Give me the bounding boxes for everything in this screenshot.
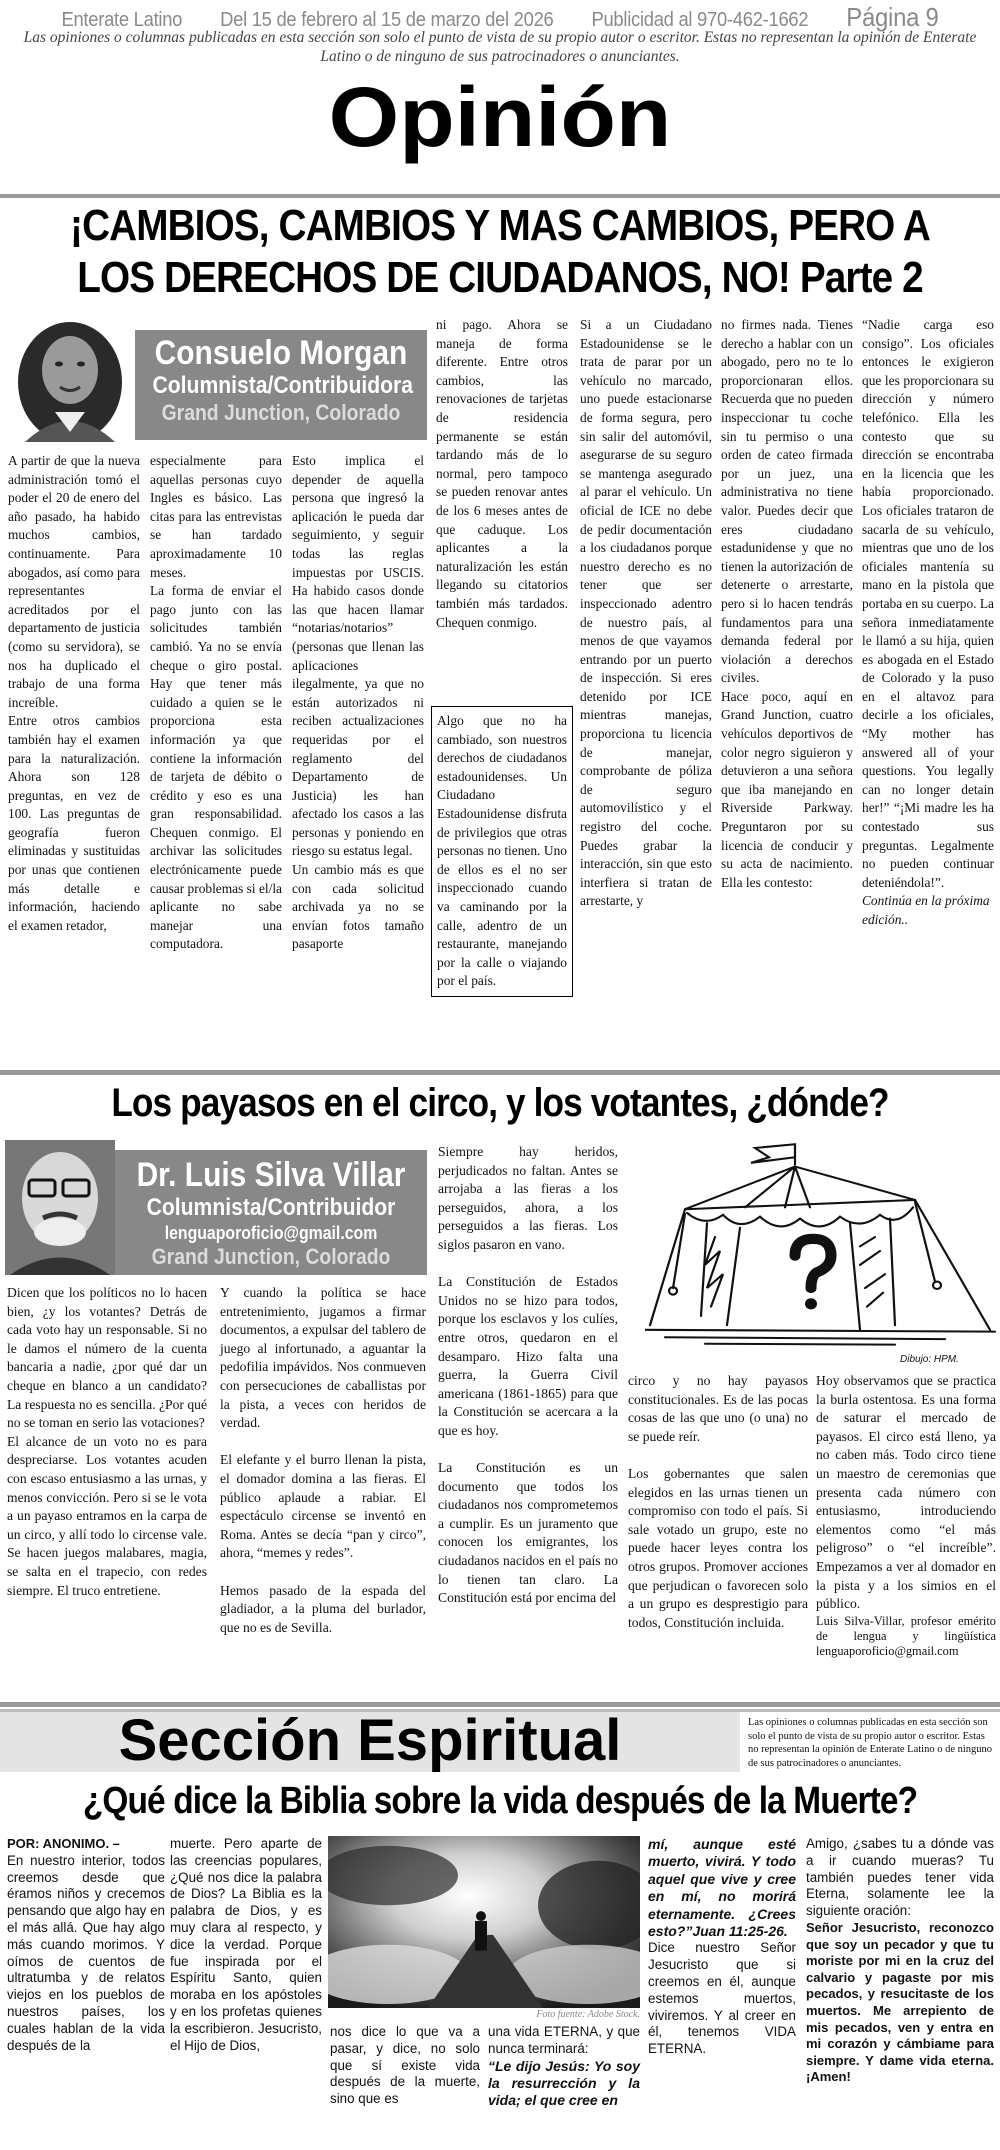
section-title-spiritual: Sección Espiritual (118, 1708, 622, 1773)
paragraph: no firmes nada. Tienes derecho a hablar con un abogado, pero no te lo proporcionaran ellos. Recuerda que no pueden inspeccionar tu coche sin tu permiso o una orden de cateo firmada por un juez, una administrativa no tiene valor. Puedes decir que eres ciudadano estadunidense y que no tienen la autorización de detenerte o arrestarte, pero si lo hacen tendrás fundamentos para una demanda federal por violación a derechos civiles. (721, 317, 853, 686)
article1-column-4 (436, 316, 568, 632)
bible-quote: “Le dijo Jesús: Yo soy la resurrección y la vida; el que cree en (488, 2057, 640, 2109)
spiritual-headline: ¿Qué dice la Biblia sobre la vida después de la Muerte? (82, 1780, 918, 1822)
author-photo-consuelo-icon (5, 312, 135, 442)
paragraph: Esto implica el depender de aquella persona que ingresó la aplicación le pueda dar seguimiento, y seguir todas las reglas impuestas por USCIS. Ha habido casos donde las que hacen llamar “notarias/notarios” (personas que llenan las aplicaciones ilegalmente, ya que no están autorizados ni reciben actualizaciones requeridas por el reglamento del Departamento de Justicia) les han afectado los casos a las personas y poniendo en riesgo su estatus legal. (292, 453, 424, 859)
section-divider (0, 194, 1000, 198)
section-divider (0, 1070, 1000, 1075)
paragraph: La forma de enviar el pago junto con las solicitudes también cambió. Ya no se envía cheque o giro postal. Hay que tener más cuidado a quien se le proporciona esta información ya que contiene la información de tarjeta de débito o crédito y eso es una gran responsabilidad. Chequen conmigo. El archivar las solicitudes electrónicamente puede causar problemas si el/la aplicante no sabe manejar una computadora. (150, 583, 282, 952)
paragraph: una vida ETERNA, y que nunca terminará: (488, 2024, 640, 2056)
paragraph: El elefante y el burro llenan la pista, el domador domina a las fieras. El público aplaude a rabiar. El espectáculo circense se inventó en Roma. Antes se decía “pan y circo”, ahora, “memes y redes”. (220, 1452, 426, 1561)
advertising-phone: Publicidad al 970-462-1662 (591, 9, 809, 31)
article1-column-3 (292, 452, 424, 954)
paragraph: El alcance de un voto no es para despreciarse. Los votantes acuden con escaso entusiasmo a las urnas, y menos convicción. Pero si se le vota a un payaso entramos en la carpa de un circo, y allí todo lo circense vale. Se hacen juegos malabares, magia, se salta en el trapecio, con redes siempre. El truco entretiene. (7, 1433, 207, 1598)
author-signature: Luis Silva-Villar, profesor emérito de lengua y lingüística lenguaporoficio@gmail.com (816, 1613, 996, 1658)
paragraph: “Nadie carga eso consigo”. Los oficiales entonces le exigieron que les proporcionara su dirección y número telefónico. Ella les contesto que su dirección se encontraba en la licencia que les había proporcionado. Los oficiales trataron de sacarla de su vehículo, mientras que uno de los oficiales mantenía su mano en la pistola que portaba en su cuerpo. La señora inmediatamente le llamó a su hija, quien es abogada en el Estado de Colorado y la puso en el altavoz para decirle a los oficiales, “My mother has answered all of your questions. You legally can no longer detain her!” “¡Mi madre les ha contestado sus preguntas. Legalmente no pueden continuar deteniéndola!”. (862, 317, 994, 890)
continued-note: Continúa en la próxima edición.. (862, 893, 990, 927)
paragraph: Y cuando la política se hace entretenimiento, jugamos a firmar documentos, a expulsar del tablero de juego al infortunado, a aguantar la pedofilia impávidos. Nos conmueven con persecuciones de caballistas por la pista, a veces con heridos de verdad. (220, 1285, 426, 1431)
author-box-consuelo (135, 330, 427, 440)
paragraph: Hemos pasado de la espada del gladiador, a la pluma del burlador, que no es de Sevilla. (220, 1582, 426, 1635)
article1-column-1 (8, 452, 140, 935)
article2-column-1 (7, 1284, 207, 1600)
paragraph: Dice nuestro Señor Jesucristo que si creemos en él, aunque estemos muertos, viviremos. Y al creer en él, tenemos VIDA ETERNA. (648, 1940, 796, 2057)
paragraph: Dicen que los políticos no lo hacen bien, ¿y los votantes? Detrás de cada voto hay un responsable. Si no le damos el número de la cuenta bancaria a nadie, ¿por qué dar un cheque en blanco a un candidato? La respuesta no es sencilla. ¿Por qué no se toman en serio las votaciones? (7, 1285, 207, 1431)
article1-headline-line1: ¡CAMBIOS, CAMBIOS Y MAS CAMBIOS, PERO A (70, 201, 930, 250)
photo-credit: Foto fuente: Adobe Stock. (536, 2009, 640, 2020)
article2-column-4 (628, 1372, 808, 1632)
bible-quote: mí, aunque esté muerto, vivirá. Y todo aquel que vive y cree en mí, no morirá eternamente. ¿Crees esto?”Juan 11:25-26. (648, 1836, 796, 1940)
drawing-credit: Dibujo: HPM. (900, 1354, 959, 1365)
article1-callout-box: Algo que no ha cambiado, son nuestros derechos de ciudadanos estadounidenses. Un Ciudadano Estadounidense disfruta de privilegios que otras personas no tienen. Uno de ellos es el no ser inspeccionado cuando va caminando por la calle, adentro de un restaurante, manejando por la calle o viajando por el país. (431, 706, 573, 997)
author-box-silva-villar (5, 1150, 427, 1275)
spiritual-column-5 (648, 1836, 796, 2058)
spiritual-column-6 (806, 1836, 994, 2086)
prayer: Señor Jesucristo, reconozco que soy un pecador y que tu moriste por mi en la cruz del calvario y pagaste por mis pecados, y resucitaste de los muertos. Me arrepiento de mis pecados, ven y entra en mi corazón y cámbiame para siempre. Y dame vida eterna. ¡Amen! (806, 1919, 994, 2085)
paragraph: La Constitución de Estados Unidos no se hizo para todos, porque los esclavos y los culíes, entre otros, quedaron en el desamparo. Hizo falta una guerra, la Guerra Civil americana (1861-1865) para que la Constitución se acercara a la que es hoy. (438, 1274, 618, 1438)
paragraph: Los gobernantes que salen elegidos en las urnas tienen un compromiso con todo el país. Si sale votado un grupo, este no puede hacer leyes contra los otros grupos. Promover acciones que perjudican o favorecen solo a un grupo es desprestigio para todos, Constitución incluida. (628, 1465, 808, 1630)
author-name: Consuelo Morgan (154, 334, 408, 372)
page-number: Página 9 (846, 2, 939, 32)
spiritual-column-4 (488, 2024, 640, 2110)
section-title-opinion: Opinión (328, 70, 672, 164)
byline: POR: ANONIMO. – (7, 1836, 120, 1851)
paragraph: Un cambio más es que con cada solicitud archivada ya no se envían fotos tamaño pasaporte (292, 862, 424, 952)
man-walking-clouds-photo-icon (328, 1836, 640, 2008)
paragraph: Siempre hay heridos, perjudicados no faltan. Antes se arrojaba a las fieras a los perseguidos, ahora, a los perseguidos a las fieras. Los siglos pasaron en vano. (438, 1144, 618, 1252)
author-location: Grand Junction, Colorado (151, 1244, 391, 1269)
author-email: lenguaporoficio@gmail.com (164, 1223, 378, 1243)
author-role: Columnista/Contribuidora (152, 372, 413, 399)
paragraph: Hace poco, aquí en Grand Junction, cuatro vehículos deportivos de color negro siguieron y detuvieron a una señora que iba manejando en Riverside Parkway. Preguntaron por su licencia de conducir y su acta de nacimiento. Ella les contesto: (721, 688, 853, 890)
paragraph: circo y no hay payasos constitucionales. Es de las pocas cosas de las que uno (o una) no se puede reír. (628, 1373, 808, 1444)
publication-name: Enterate Latino (61, 9, 183, 31)
paragraph: Amigo, ¿sabes tu a dónde vas a ir cuando mueras? Tu también puedes tener vida Eterna, solamente lee la siguiente oración: (806, 1836, 994, 1919)
paragraph: nos dice lo que va a pasar, y dice, no solo que sí existe vida después de la muerte, sino que es (330, 2024, 480, 2107)
article2-column-2 (220, 1284, 426, 1637)
article1-headline-line2: LOS DERECHOS DE CIUDADANOS, NO! Parte 2 (77, 253, 923, 302)
article1-column-7 (862, 316, 994, 930)
paragraph: muerte. Pero aparte de las creencias populares, ¿Qué nos dice la palabra de Dios? La Biblia es la palabra de Dios, y es muy clara al respecto, y dice la verdad. Porque fue inspirada por el Espíritu Santo, quien moraba en los apóstoles y en los profetas quienes la escribieron. Jesucristo, el Hijo de Dios, (170, 1836, 322, 2053)
circus-tent-drawing-icon (645, 1135, 1000, 1353)
spiritual-column-2 (170, 1836, 322, 2054)
article1-column-6 (721, 316, 853, 892)
paragraph: Entre otros cambios también hay el examen para la naturalización. Ahora son 128 preguntas, en vez de 100. Las preguntas de geografía fueron eliminadas y sustituidas por unas que contienen más detalle e información, haciendo el examen retador, (8, 713, 140, 933)
author-role: Columnista/Contribuidor (146, 1194, 396, 1221)
paragraph: La Constitución es un documento que todos los ciudadanos nos comprometemos a cumplir. Es un juramento que conocen los emigrantes, los ciudadanos nacidos en el país no lo tienen tan claro. La Constitución está por encima del (438, 1460, 618, 1606)
author-name: Dr. Luis Silva Villar (136, 1156, 406, 1194)
article2-headline: Los payasos en el circo, y los votantes, ¿dónde? (111, 1081, 889, 1125)
article1-column-5 (580, 316, 712, 911)
spiritual-disclaimer: Las opiniones o columnas publicadas en esta sección son solo el punto de vista de su propio autor o escritor. Estas no representan la opinión de Enterate Latino o de ninguno de sus patrocinadores o anunciantes. (748, 1717, 993, 1769)
article2-column-3 (438, 1143, 618, 1608)
paragraph: Hoy observamos que se practica la burla ostentosa. Es una forma de saturar el mercado de payasos. El circo está lleno, ya no caben más. Todo circo tiene un maestro de ceremonias que presenta cada número con entusiasmo, introduciendo elementos como “el más peligroso” o “el increíble”. Empezamos a ver al domador en la pista y a los simios en el público. (816, 1373, 996, 1612)
article2-column-5 (816, 1372, 996, 1659)
opinion-disclaimer: Las opiniones o columnas publicadas en esta sección son solo el punto de vista de su propio autor o escritor. Estas no representan la opinión de Enterate Latino o de ninguno de sus patrocinadores o anunciantes. (23, 29, 977, 65)
paragraph: especialmente para aquellas personas cuyo Ingles es básico. Las citas para las entrevistas se han tardado aproximadamente 10 meses. (150, 453, 282, 580)
issue-dates: Del 15 de febrero al 15 de marzo del 2026 (220, 9, 554, 31)
paragraph: A partir de que la nueva administración tomó el poder el 20 de enero del año pasado, ha habido muchos cambios, continuamente. Para abogados, así como para representantes acreditados por el departamento de justicia (como su servidora), se nos ha duplicado el trabajo de una forma increíble. (8, 453, 140, 710)
spiritual-column-1 (7, 1836, 165, 2054)
paragraph: ni pago. Ahora se maneja de forma diferente. Entre otros cambios, las renovaciones de tarjetas de residencia permanente se están tardando más de lo normal, pero tampoco se pueden renovar antes de los 6 meses antes de que caduque. Los aplicantes a la naturalización les están llegando su citatorios también más tardados. Chequen conmigo. (436, 317, 568, 630)
paragraph: En nuestro interior, todos creemos desde que éramos niños y crecemos pensando que algo hay en el más allá. Que hay algo más cuando morimos. Y oímos de cuentos de ultratumba y de relatos viejos en los pueblos de nuestros países, los cuales hablan de la vida después de la (7, 1852, 165, 2053)
spiritual-column-3 (330, 2024, 480, 2108)
article1-headline (60, 200, 940, 304)
article1-column-2 (150, 452, 282, 954)
paragraph: Si a un Ciudadano Estadounidense se le trata de parar por un vehículo no marcado, uno puede estacionarse de forma segura, pero sin salir del automóvil, asegurarse de su seguro se mantenga asegurado al parar el vehículo. Un oficial de ICE no debe de pedir documentación a los ciudadanos porque nuestro derecho es no tener que ser inspeccionado adentro de nuestro país, al menos de que vayamos entrando por un puerto de inspección. Si eres detenido por ICE mientras manejas, proporciona tu licencia de manejar, comprobante de póliza de seguro automovilístico y el registro del coche. Puedes grabar la interacción, sin que esto interfiera si tratan de arrestarte, y (580, 317, 712, 909)
author-location: Grand Junction, Colorado (161, 400, 401, 425)
author-photo-luis-icon (5, 1140, 115, 1275)
